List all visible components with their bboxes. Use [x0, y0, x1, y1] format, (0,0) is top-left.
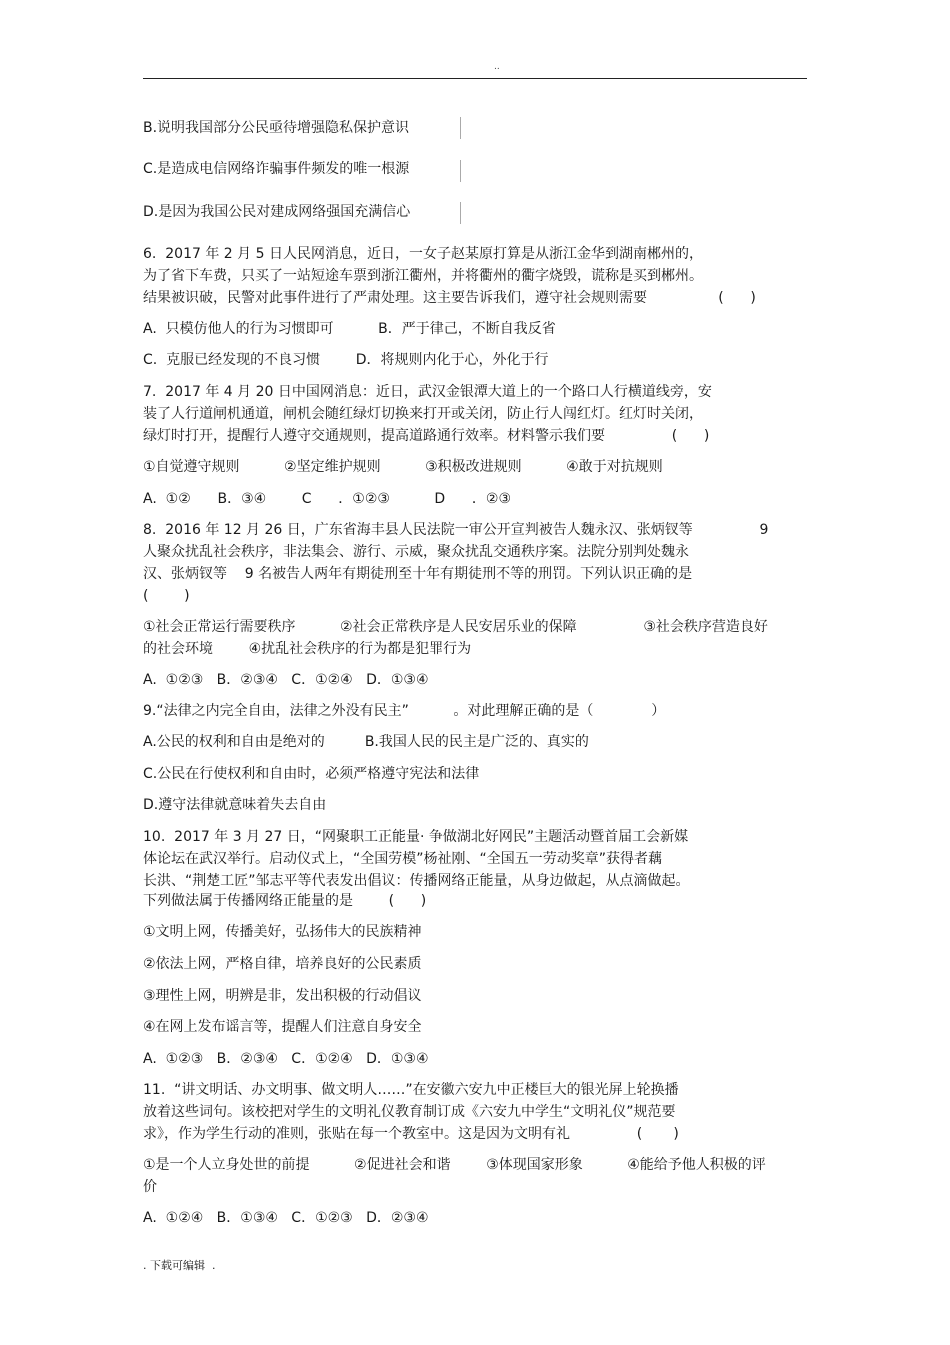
- q7-stem-line: 7. 2017 年 4 月 20 日中国网消息：近日，武汉金银潭大道上的一个路口人行横道线旁，安: [143, 384, 712, 400]
- q10-stem-line: 10. 2017 年 3 月 27 日，“网聚职工正能量· 争做湖北好网民”主题活动暨首届工会新媒: [143, 829, 689, 845]
- header-mark: ..: [494, 62, 500, 72]
- q9-option-d: D.遵守法律就意味着失去自由: [143, 797, 327, 813]
- margin-bar: [460, 160, 461, 182]
- q6-options-cd: C. 克服已经发现的不良习惯 D．将规则内化于心，外化于行: [143, 352, 549, 368]
- q8-stem-line: 人聚众扰乱社会秩序，非法集会、游行、示威，聚众扰乱交通秩序案。法院分别判处魏永: [143, 544, 689, 560]
- option-b-prev: B.说明我国部分公民亟待增强隐私保护意识: [143, 120, 410, 136]
- option-d-prev: D.是因为我国公民对建成网络强国充满信心: [143, 204, 411, 220]
- q11-items-line: ①是一个人立身处世的前提 ②促进社会和谐 ③体现国家形象 ④能给予他人积极的评: [143, 1157, 766, 1173]
- q7-options: A. ①② B．③④ C ．①②③ D ．②③: [143, 491, 512, 507]
- margin-bar: [460, 202, 461, 224]
- q11-options: A. ①②④ B．①③④ C．①②③ D．②③④: [143, 1210, 429, 1226]
- footer-note: . 下载可编辑 .: [143, 1259, 216, 1272]
- q8-items-line: 的社会环境 ④扰乱社会秩序的行为都是犯罪行为: [143, 641, 472, 657]
- option-c-prev: C.是造成电信网络诈骗事件频发的唯一根源: [143, 161, 410, 177]
- q8-stem-line: ( ): [143, 588, 190, 604]
- q9-options-ab: A.公民的权利和自由是绝对的 B.我国人民的民主是广泛的、真实的: [143, 734, 589, 750]
- margin-bar: [460, 117, 461, 139]
- q8-stem-line: 8. 2016 年 12 月 26 日，广东省海丰县人民法院一审公开宣判被告人魏永汉、张炳钗等 9: [143, 522, 769, 538]
- q10-item: ②依法上网，严格自律，培养良好的公民素质: [143, 956, 422, 972]
- q9-option-c: C.公民在行使权利和自由时，必须严格遵守宪法和法律: [143, 766, 480, 782]
- q10-item: ③理性上网，明辨是非，发出积极的行动倡议: [143, 988, 422, 1004]
- q11-items-line: 价: [143, 1179, 157, 1195]
- q7-items: ①自觉遵守规则 ②坚定维护规则 ③积极改进规则 ④敢于对抗规则: [143, 459, 663, 475]
- q7-stem-line: 装了人行道闸机通道，闸机会随红绿灯切换来打开或关闭，防止行人闯红灯。红灯时关闭，: [143, 406, 703, 422]
- q6-stem-line: 为了省下车费，只买了一站短途车票到浙江衢州，并将衢州的衢字烧毁，谎称是买到郴州。: [143, 268, 703, 284]
- q10-options: A. ①②③ B．②③④ C．①②④ D．①③④: [143, 1051, 429, 1067]
- q11-stem-line: 求》，作为学生行动的准则，张贴在每一个教室中。这是因为文明有礼 ( ): [143, 1126, 679, 1142]
- q10-stem-line: 体论坛在武汉举行。启动仪式上，“全国劳模”杨祉刚、“全国五一劳动奖章”获得者藕: [143, 851, 663, 867]
- q6-options-ab: A. 只模仿他人的行为习惯即可 B．严于律己，不断自我反省: [143, 321, 556, 337]
- q11-stem-line: 放着这些词句。该校把对学生的文明礼仪教育制订成《六安九中学生“文明礼仪”规范要: [143, 1104, 676, 1120]
- q10-stem-line: 下列做法属于传播网络正能量的是 ( ): [143, 893, 427, 909]
- q6-stem-line: 结果被识破，民警对此事件进行了严肃处理。这主要告诉我们，遵守社会规则需要 ( ): [143, 290, 756, 306]
- header-rule: [143, 78, 807, 79]
- q6-stem-line: 6. 2017 年 2 月 5 日人民网消息，近日，一女子赵某原打算是从浙江金华到湖南郴州的，: [143, 246, 703, 262]
- q7-stem-line: 绿灯时打开，提醒行人遵守交通规则，提高道路通行效率。材料警示我们要 ( ): [143, 428, 710, 444]
- q10-stem-line: 长洪、“荆楚工匠”邹志平等代表发出倡议：传播网络正能量，从身边做起，从点滴做起。: [143, 873, 690, 889]
- q8-options: A. ①②③ B．②③④ C．①②④ D．①③④: [143, 672, 429, 688]
- q8-stem-line: 汉、张炳钗等 9 名被告人两年有期徒刑至十年有期徒刑不等的刑罚。下列认识正确的是: [143, 566, 693, 582]
- q10-item: ④在网上发布谣言等，提醒人们注意自身安全: [143, 1019, 422, 1035]
- q8-items-line: ①社会正常运行需要秩序 ②社会正常秩序是人民安居乐业的保障 ③社会秩序营造良好: [143, 619, 768, 635]
- q11-stem-line: 11. “讲文明话、办文明事、做文明人……”在安徽六安九中正楼巨大的银光屏上轮换播: [143, 1082, 679, 1098]
- q9-stem: 9.“法律之内完全自由，法律之外没有民主” 。对此理解正确的是（ ）: [143, 703, 666, 719]
- q10-item: ①文明上网，传播美好，弘扬伟大的民族精神: [143, 924, 422, 940]
